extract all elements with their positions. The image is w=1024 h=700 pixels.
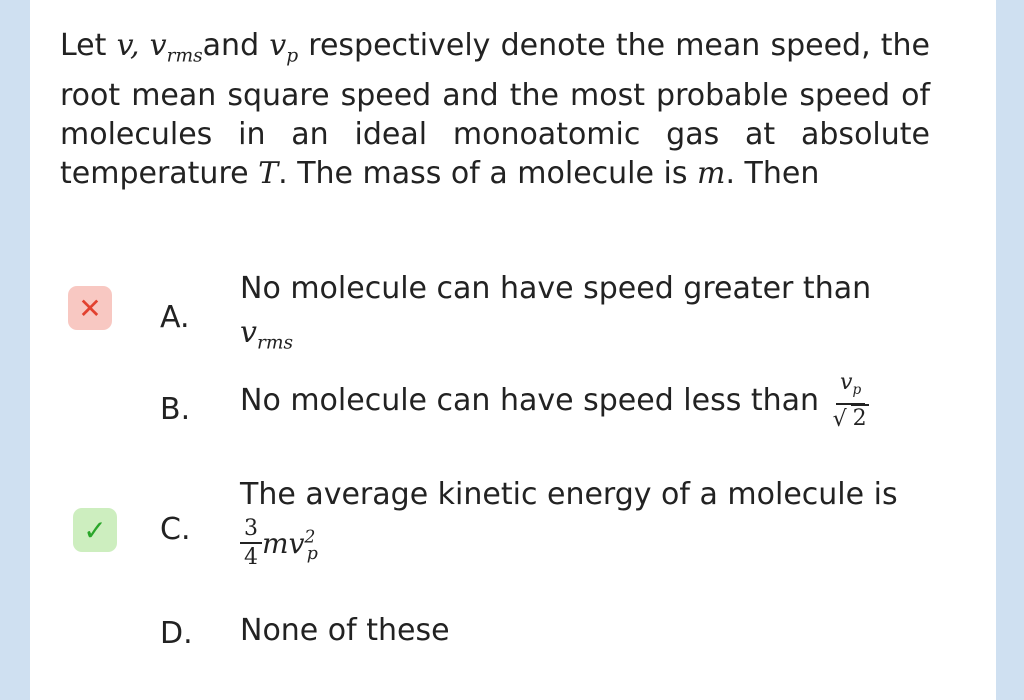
option-a[interactable]	[240, 270, 940, 363]
option-b[interactable]	[240, 370, 873, 433]
option-a-math: $v_{rms}$	[240, 315, 294, 354]
option-b-text: No molecule can have speed less than	[240, 382, 820, 418]
option-a-letter[interactable]: A.	[160, 300, 190, 335]
option-b-fraction: $v_p$ √ 2	[829, 370, 873, 433]
option-c-text: The average kinetic energy of a molecule is	[240, 477, 898, 512]
option-c-math: $\frac{3}{4}$ $mv^2_p$	[240, 516, 960, 573]
option-c-letter[interactable]: C.	[160, 512, 191, 547]
option-d[interactable]	[240, 612, 450, 650]
option-b-letter[interactable]: B.	[160, 392, 191, 427]
cross-icon: ✕	[68, 286, 112, 330]
check-icon: ✓	[73, 508, 117, 552]
option-c[interactable]	[240, 476, 960, 573]
option-a-text: No molecule can have speed greater than	[240, 271, 872, 306]
question-text: Let v, $v_{rms}and$ $v_p$ respectively denote the mean speed, the root mean square speed and the most probable speed of molecules in an ideal monoatomic gas at absolute temperature T. The mass of a molecule is m. Then	[60, 28, 930, 191]
option-d-text: None of these	[240, 613, 450, 648]
option-d-letter[interactable]: D.	[160, 616, 193, 651]
